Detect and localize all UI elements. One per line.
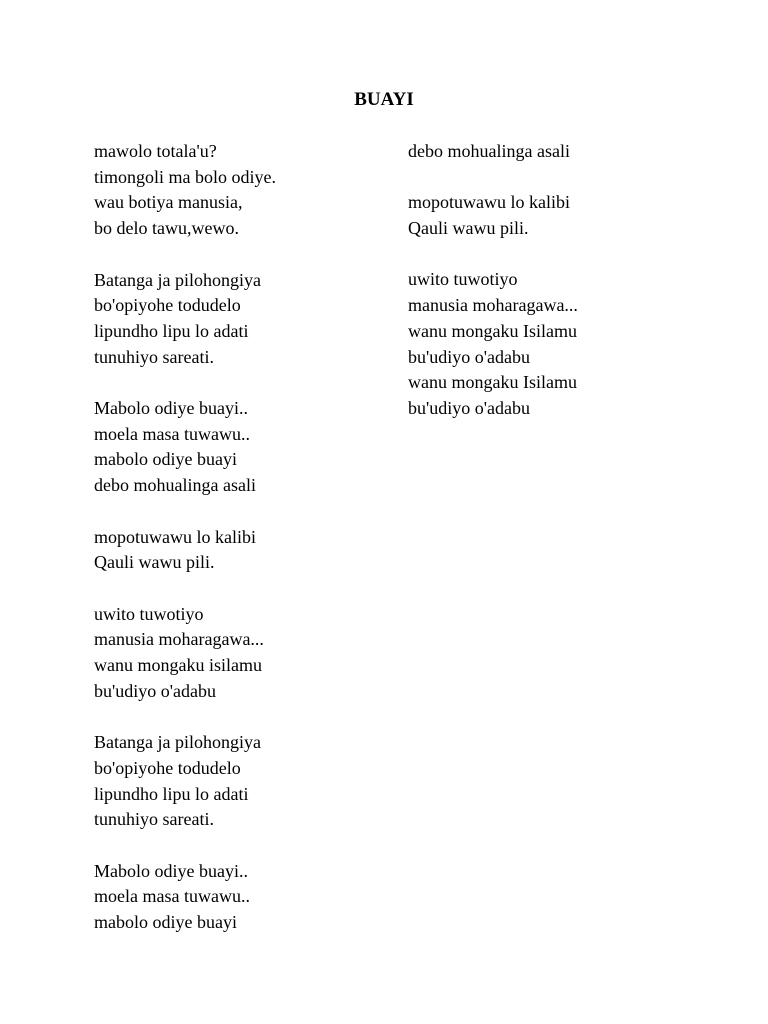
stanza	[94, 268, 276, 371]
stanza	[408, 139, 578, 165]
poem-line: tunuhiyo sareati.	[94, 346, 214, 367]
left-column	[94, 139, 276, 961]
poem-line: mabolo odiye buayi	[94, 449, 237, 470]
poem-line: bo'opiyohe todudelo	[94, 757, 241, 778]
stanza	[94, 730, 276, 833]
poem-line: mawolo totala'u?	[94, 141, 217, 161]
poem-line: uwito tuwotiyo	[94, 603, 204, 624]
poem-line: Mabolo odiye buayi..	[94, 398, 248, 418]
poem-line: Batanga ja pilohongiya	[94, 732, 261, 753]
poem-line: lipundho lipu lo adati	[94, 783, 249, 804]
stanza	[94, 396, 276, 499]
poem-line: uwito tuwotiyo	[408, 269, 518, 290]
poem-line: wanu mongaku isilamu	[94, 655, 262, 675]
poem-line: Batanga ja pilohongiya	[94, 269, 261, 290]
poem-line: manusia moharagawa...	[408, 295, 578, 316]
poem-line: bu'udiyo o'adabu	[408, 398, 530, 418]
stanza	[94, 525, 276, 576]
poem-line: manusia moharagawa...	[94, 629, 264, 650]
poem-line: bu'udiyo o'adabu	[94, 680, 216, 701]
poem-line: tunuhiyo sareati.	[94, 809, 214, 830]
poem-line: mopotuwawu lo kalibi	[408, 192, 570, 213]
poem-line: debo mohualinga asali	[408, 141, 570, 161]
right-column	[408, 139, 578, 447]
poem-line: debo mohualinga asali	[94, 475, 256, 496]
poem-line: wanu mongaku Isilamu	[408, 320, 577, 341]
stanza	[94, 139, 276, 242]
poem-line: Qauli wawu pili.	[94, 552, 215, 573]
poem-line: moela masa tuwawu..	[94, 886, 250, 907]
poem-line: bo delo tawu,wewo.	[94, 218, 239, 239]
poem-line: moela masa tuwawu..	[94, 423, 250, 444]
poem-line: timongoli ma bolo odiye.	[94, 166, 276, 187]
poem-line: lipundho lipu lo adati	[94, 320, 249, 341]
poem-line: bo'opiyohe todudelo	[94, 295, 241, 316]
poem-line: mopotuwawu lo kalibi	[94, 526, 256, 547]
poem-line: wanu mongaku Isilamu	[408, 372, 577, 393]
poem-line: wau botiya manusia,	[94, 192, 243, 213]
poem-line: Mabolo odiye buayi..	[94, 860, 248, 881]
stanza	[408, 267, 578, 421]
document-title: BUAYI	[354, 89, 414, 110]
stanza	[94, 602, 276, 705]
poem-line: mabolo odiye buayi	[94, 912, 237, 932]
poem-line: Qauli wawu pili.	[408, 218, 529, 239]
stanza	[94, 859, 276, 936]
poem-line: bu'udiyo o'adabu	[408, 346, 530, 367]
stanza	[408, 190, 578, 241]
